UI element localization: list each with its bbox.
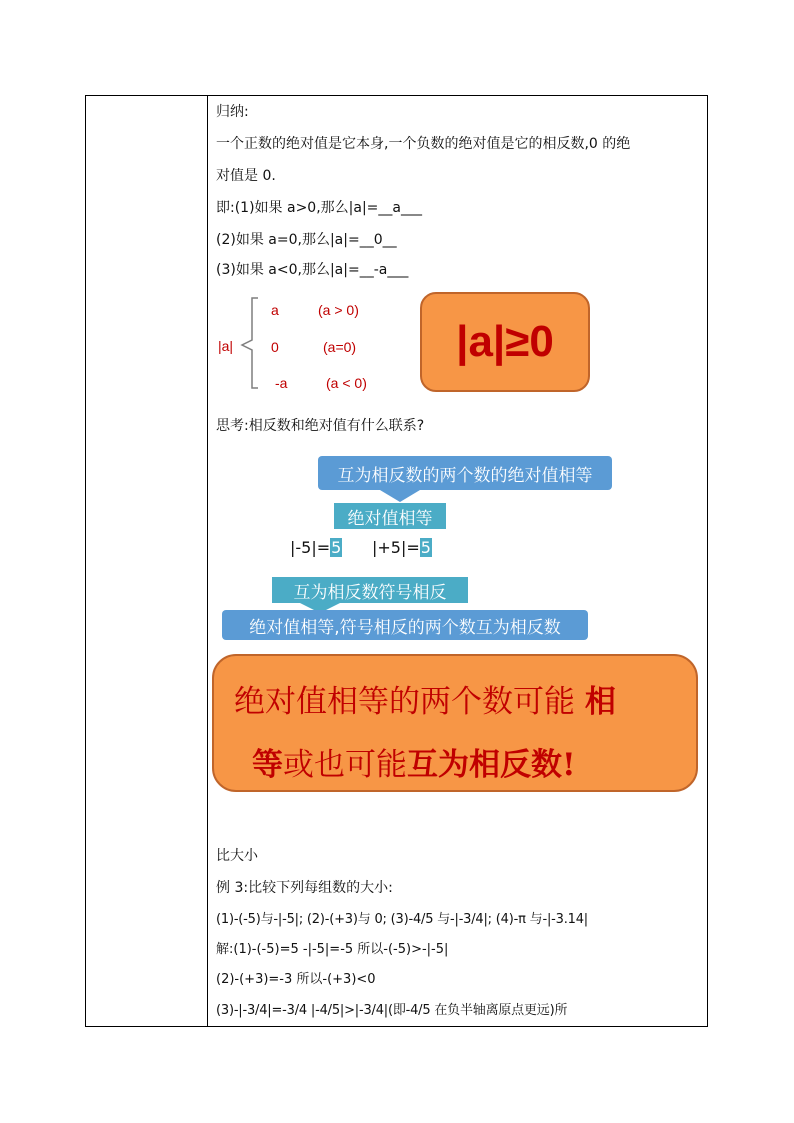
piecewise-row-1-condition: (a > 0)	[318, 302, 359, 318]
case-2: (2)如果 a=0,那么|a|=__0__	[216, 232, 397, 248]
example-neg5	[290, 538, 342, 557]
compare-solution-1: 解:(1)-(-5)=5 -|-5|=-5 所以-(-5)>-|-5|	[216, 942, 449, 957]
conclusion-line-1-normal: 绝对值相等的两个数可能	[234, 684, 585, 720]
rule-line-2: 对值是 0.	[216, 168, 276, 184]
case-3: (3)如果 a<0,那么|a|=__-a___	[216, 262, 409, 278]
table-divider	[207, 95, 208, 1027]
piecewise-row-3-condition: (a < 0)	[326, 375, 367, 391]
case-1: 即:(1)如果 a>0,那么|a|=__a___	[216, 200, 422, 216]
conclusion-box	[212, 654, 698, 792]
sign-opposite-box: 互为相反数符号相反	[272, 577, 468, 603]
opposite-abs-equal-box: 互为相反数的两个数的绝对值相等	[318, 456, 612, 490]
piecewise-lhs: |a|	[218, 338, 234, 354]
conclusion-line-2-bold-a: 等	[252, 747, 283, 783]
compare-solution-2: (2)-(+3)=-3 所以-(+3)<0	[216, 972, 376, 987]
conclusion-line-2-bold-b: 互为相反数!	[407, 747, 576, 783]
example-pos5-expr: |+5|=	[372, 538, 420, 557]
example-neg5-value: 5	[331, 538, 342, 557]
compare-problems: (1)-(-5)与-|-5|; (2)-(+3)与 0; (3)-4/5 与-|-3/4|; (4)-π 与-|-3.14|	[216, 912, 588, 927]
conclusion-line-1-bold: 相	[584, 684, 616, 720]
piecewise-row-2-condition: (a=0)	[323, 339, 357, 355]
example-pos5-value: 5	[420, 538, 431, 557]
rule-line-1: 一个正数的绝对值是它本身,一个负数的绝对值是它的相反数,0 的绝	[216, 136, 631, 152]
abs-equal-box: 绝对值相等	[334, 503, 446, 529]
example-neg5-expr: |-5|=	[290, 538, 331, 557]
summary-heading: 归纳:	[216, 104, 249, 120]
piecewise-row-3-value: -a	[275, 375, 288, 391]
abs-nonnegative-text: |a|≥0	[456, 317, 554, 366]
compare-heading: 比大小	[216, 848, 258, 864]
piecewise-row-2-value: 0	[271, 339, 279, 355]
conclusion-line-1	[234, 676, 616, 721]
arrow-down-icon	[380, 490, 420, 502]
conclusion-line-2-normal: 或也可能	[283, 747, 407, 783]
compare-solution-3: (3)-|-3/4|=-3/4 |-4/5|>|-3/4|(即-4/5 在负半轴离原点更远)所	[216, 1003, 568, 1018]
example-pos5	[372, 538, 432, 557]
brace-icon	[238, 296, 268, 392]
compare-example-title: 例 3:比较下列每组数的大小:	[216, 880, 393, 896]
think-question: 思考:相反数和绝对值有什么联系?	[216, 418, 425, 434]
piecewise-row-1-value: a	[271, 302, 279, 318]
abs-nonnegative-box	[420, 292, 590, 392]
conclusion-line-2	[252, 739, 576, 784]
opposite-definition-box: 绝对值相等,符号相反的两个数互为相反数	[222, 610, 588, 640]
